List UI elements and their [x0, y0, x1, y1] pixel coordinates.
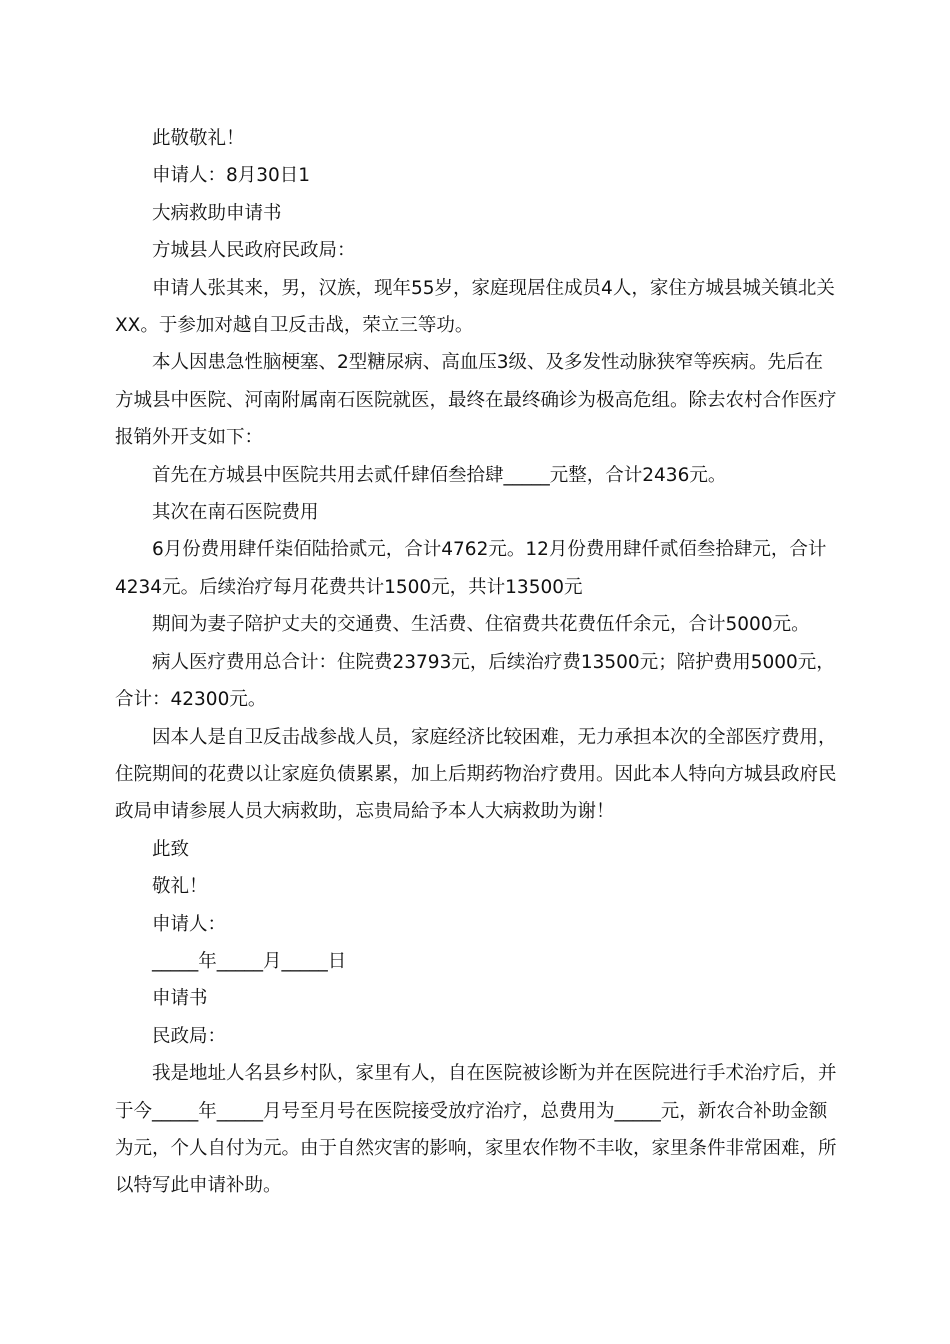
expense-first-paragraph: 首先在方城县中医院共用去贰仟肆佰叁拾肆_____元整，合计2436元。 [152, 464, 727, 486]
expense-second-heading: 其次在南石医院费用 [152, 502, 319, 524]
caregiver-expense-paragraph: 期间为妻子陪护丈夫的交通费、生活费、住宿费共花费伍仟余元，合计5000元。 [152, 614, 810, 636]
date-blank-line: _____年_____月_____日 [152, 950, 347, 972]
applicant-signature-line: 申请人： [152, 913, 227, 935]
document-body [115, 120, 837, 1205]
section-title-application: 申请书 [152, 988, 208, 1010]
closing-jingli: 敬礼！ [152, 876, 208, 898]
request-paragraph: 因本人是自卫反击战参战人员，家庭经济比较困难，无力承担本次的全部医疗费用，住院期间的花费以让家庭负债累累，加上后期药物治疗费用。因此本人特向方城县政府民政局申请参展人员大病救助，忘贵局給予本人大病救助为谢！ [115, 726, 837, 823]
closing-cizhi: 此致 [152, 838, 190, 860]
total-expense-paragraph: 病人医疗费用总合计：住院费23793元，后续治疗费13500元；陪护费用5000元，合计：42300元。 [115, 651, 835, 711]
application-body-paragraph: 我是地址人名县乡村队，家里有人，自在医院被诊断为并在医院进行手术治疗后，并于今_____年_____月号至月号在医院接受放疗治疗，总费用为_____元，新农合补助金额为元，个人自付为元。由于自然灾害的影响，家里农作物不丰收，家里条件非常困难，所以特写此申请补助。 [115, 1063, 837, 1197]
recipient-civil-affairs: 民政局： [152, 1025, 227, 1047]
monthly-expense-paragraph: 6月份费用肆仟柒佰陆拾贰元，合计4762元。12月份费用肆仟贰佰叁拾肆元，合计4234元。后续治疗每月花费共计1500元，共计13500元 [115, 539, 827, 598]
applicant-date-line: 申请人：8月30日1 [152, 165, 311, 187]
applicant-intro-paragraph: 申请人张其来，男，汉族，现年55岁，家庭现居住成员4人，家住方城县城关镇北关XX。于参加对越自卫反击战，荣立三等功。 [115, 277, 835, 337]
recipient-line: 方城县人民政府民政局： [152, 240, 356, 262]
section-title-illness-aid: 大病救助申请书 [152, 202, 282, 224]
closing-salutation: 此敬敬礼！ [152, 128, 245, 149]
illness-description-paragraph: 本人因患急性脑梗塞、2型糖尿病、高血压3级、及多发性动脉狭窄等疾病。先后在方城县中医院、河南附属南石医院就医，最终在最终确诊为极高危组。除去农村合作医疗报销外开支如下： [115, 352, 837, 449]
